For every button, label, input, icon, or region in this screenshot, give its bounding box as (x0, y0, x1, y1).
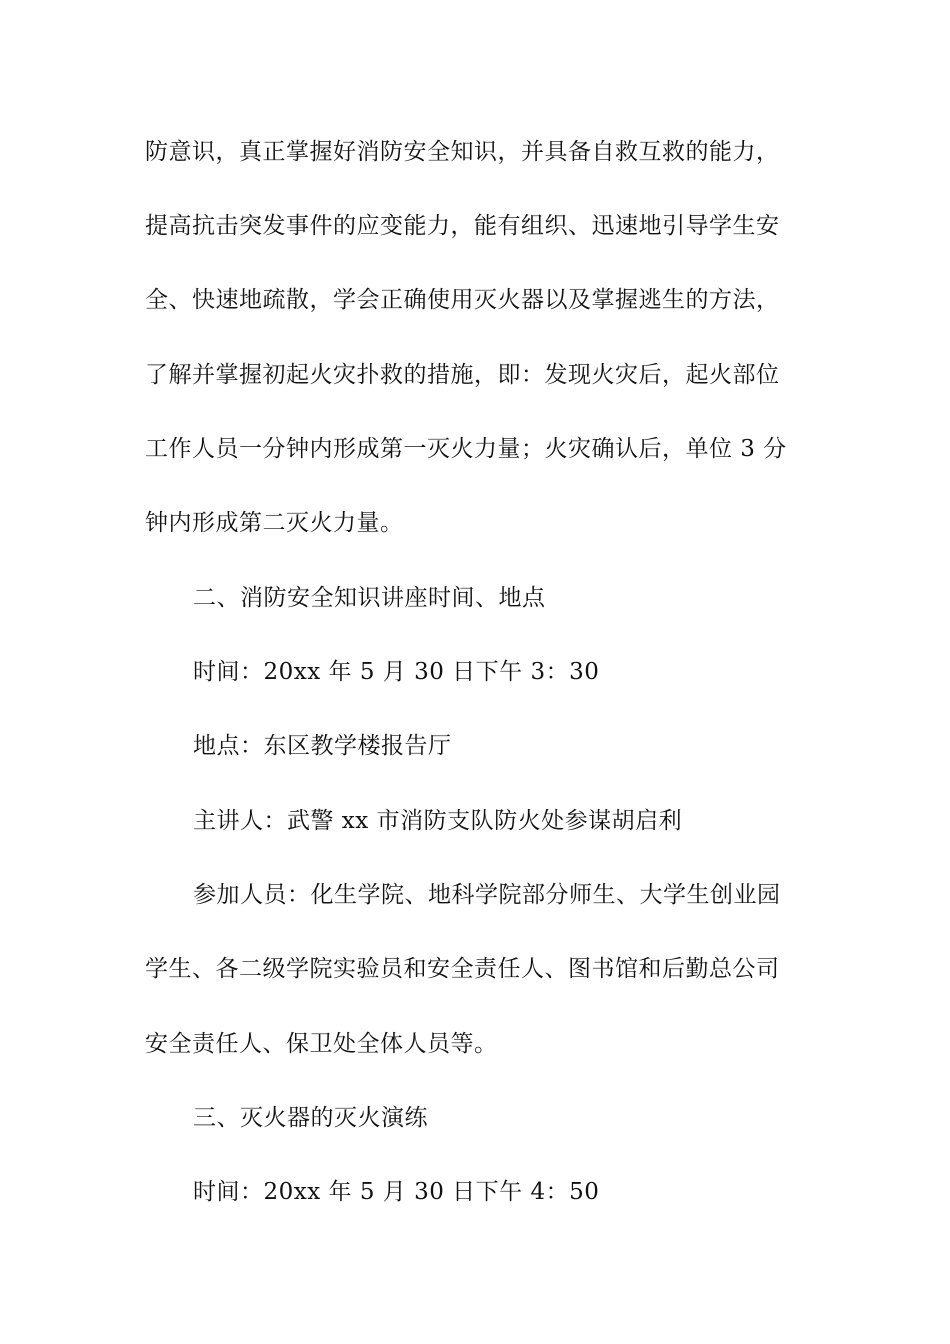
paragraph-line: 了解并掌握初起火灾扑救的措施，即：发现火灾后，起火部位 (145, 362, 780, 388)
paragraph-line: 防意识，真正掌握好消防安全知识，并具备自救互救的能力， (145, 139, 780, 165)
event-speaker: 主讲人：武警 xx 市消防支队防火处参谋胡启利 (193, 808, 683, 834)
paragraph-line: 钟内形成第二灭火力量。 (145, 510, 404, 536)
paragraph-line: 全、快速地疏散，学会正确使用灭火器以及掌握逃生的方法， (145, 287, 780, 313)
event-time: 时间：20xx 年 5 月 30 日下午 4：50 (193, 1179, 600, 1205)
participants-line: 参加人员：化生学院、地科学院部分师生、大学生创业园 (193, 882, 781, 908)
event-time: 时间：20xx 年 5 月 30 日下午 3：30 (193, 659, 600, 685)
participants-line: 安全责任人、保卫处全体人员等。 (145, 1031, 498, 1057)
participants-line: 学生、各二级学院实验员和安全责任人、图书馆和后勤总公司 (145, 956, 780, 982)
section-heading: 二、消防安全知识讲座时间、地点 (193, 585, 546, 611)
paragraph-line: 工作人员一分钟内形成第一灭火力量；火灾确认后，单位 3 分 (145, 436, 787, 462)
event-place: 地点：东区教学楼报告厅 (193, 733, 452, 759)
section-heading: 三、灭火器的灭火演练 (193, 1105, 428, 1131)
paragraph-line: 提高抗击突发事件的应变能力，能有组织、迅速地引导学生安 (145, 213, 780, 239)
